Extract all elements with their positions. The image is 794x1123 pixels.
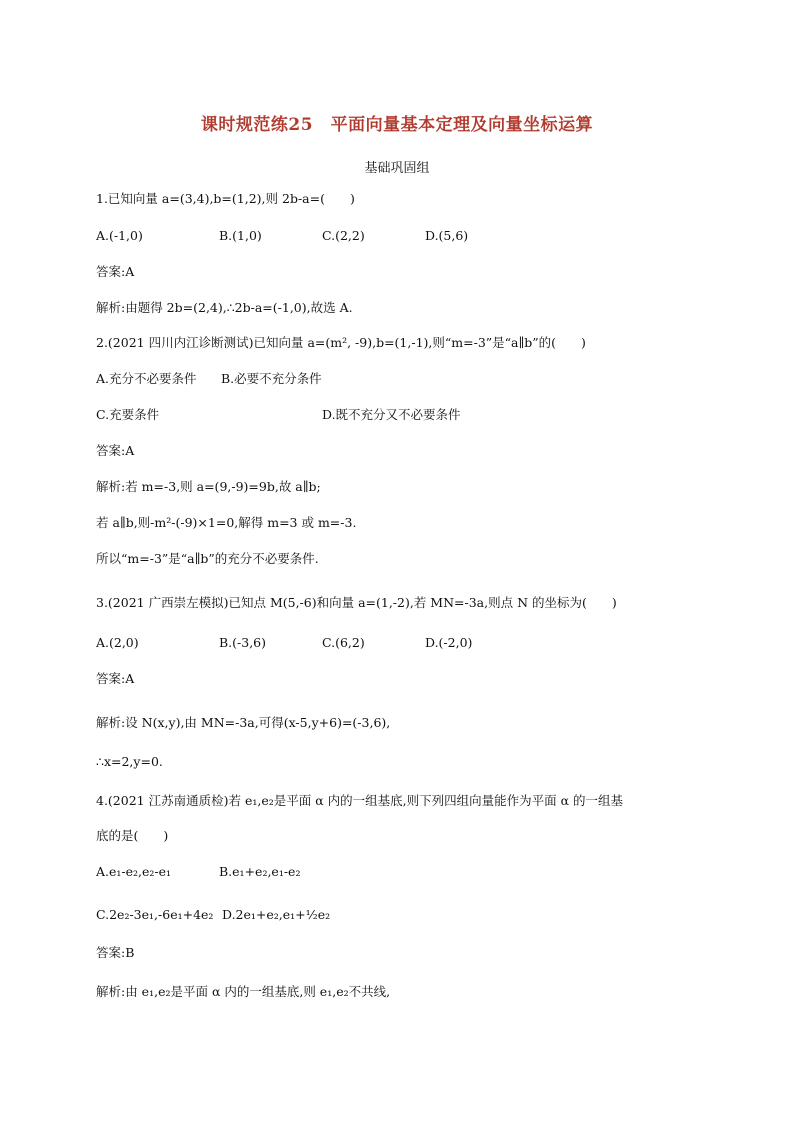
q2-analysis-line-1: 解析:若 m=-3,则 a=(9,-9)=9b,故 a∥b; <box>96 479 321 494</box>
q1-stem: 1.已知向量 a=(3,4),b=(1,2),则 2b-a=( ) <box>96 191 355 206</box>
q2-analysis-line-3: 所以“m=-3”是“a∥b”的充分不必要条件. <box>96 551 319 566</box>
q4-stem-line-1: 4.(2021 江苏南通质检)若 e₁,e₂是平面 α 内的一组基底,则下列四组向量能作为平面 α 的一组基 <box>96 793 623 808</box>
q4-analysis: 解析:由 e₁,e₂是平面 α 内的一组基底,则 e₁,e₂不共线, <box>96 984 391 999</box>
q4-option-c: C.2e₂-3e₁,-6e₁+4e₂ <box>96 907 214 922</box>
section-heading: 基础巩固组 <box>364 161 430 176</box>
q3-option-d: D.(-2,0) <box>425 635 473 650</box>
q1-option-a: A.(-1,0) <box>96 228 143 243</box>
q2-option-b: B.必要不充分条件 <box>221 371 322 386</box>
q4-stem-line-2: 底的是( ) <box>96 828 169 843</box>
page-title: 课时规范练25 平面向量基本定理及向量坐标运算 <box>200 115 594 135</box>
q2-answer: 答案:A <box>96 443 135 458</box>
q4-option-a: A.e₁-e₂,e₂-e₁ <box>96 864 172 879</box>
q3-analysis-line-2: ∴x=2,y=0. <box>96 754 163 769</box>
q3-stem: 3.(2021 广西崇左模拟)已知点 M(5,-6)和向量 a=(1,-2),若 MN=-3a,则点 N 的坐标为( ) <box>96 595 617 610</box>
q1-option-c: C.(2,2) <box>322 228 365 243</box>
q2-analysis-line-2: 若 a∥b,则-m²-(-9)×1=0,解得 m=3 或 m=-3. <box>96 515 357 530</box>
q3-answer: 答案:A <box>96 671 135 686</box>
q2-stem: 2.(2021 四川内江诊断测试)已知向量 a=(m², -9),b=(1,-1),则“m=-3”是“a∥b”的( ) <box>96 335 586 350</box>
q1-option-d: D.(5,6) <box>425 228 469 243</box>
q1-answer: 答案:A <box>96 264 135 279</box>
q4-option-b: B.e₁+e₂,e₁-e₂ <box>219 864 301 879</box>
q4-option-d: D.2e₁+e₂,e₁+½e₂ <box>222 907 331 922</box>
q2-option-a: A.充分不必要条件 <box>96 371 197 386</box>
q3-option-b: B.(-3,6) <box>219 635 267 650</box>
q3-option-c: C.(6,2) <box>322 635 365 650</box>
q1-option-b: B.(1,0) <box>219 228 262 243</box>
q2-option-d: D.既不充分又不必要条件 <box>322 407 461 422</box>
q4-answer: 答案:B <box>96 945 135 960</box>
q1-analysis: 解析:由题得 2b=(2,4),∴2b-a=(-1,0),故选 A. <box>96 300 353 315</box>
q3-option-a: A.(2,0) <box>96 635 139 650</box>
q2-option-c: C.充要条件 <box>96 407 160 422</box>
q3-analysis-line-1: 解析:设 N(x,y),由 MN=-3a,可得(x-5,y+6)=(-3,6), <box>96 715 391 730</box>
